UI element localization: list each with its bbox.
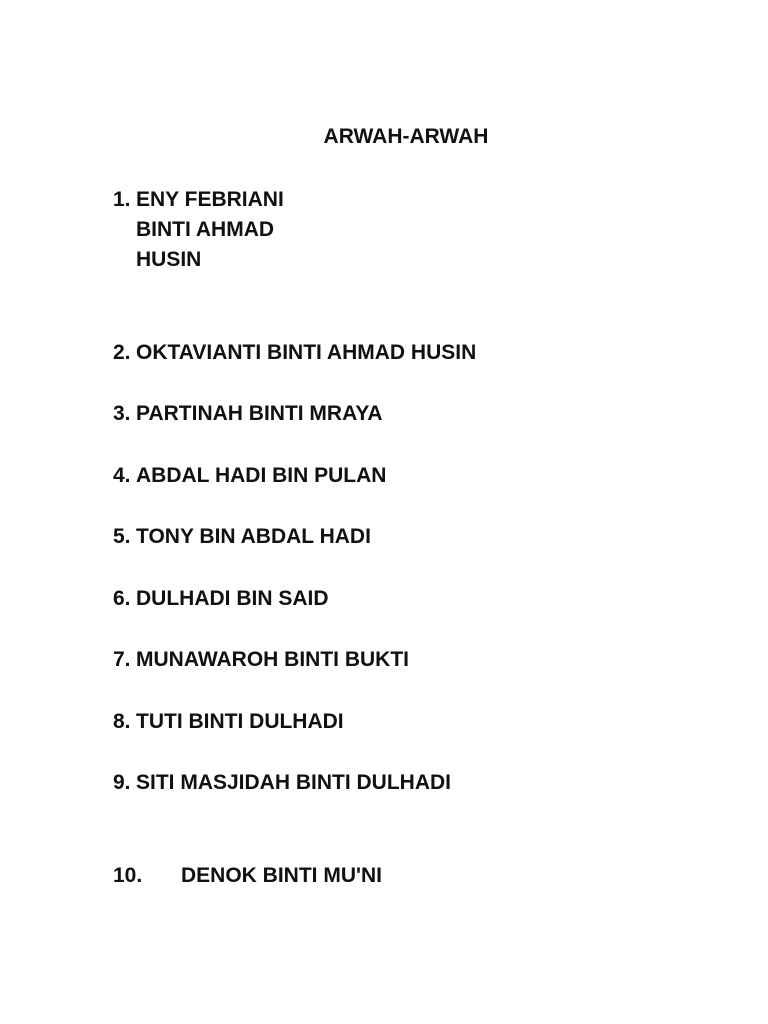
list-item-number: 3. [113, 402, 131, 425]
list-item-number: 1. [113, 188, 131, 211]
document-title: ARWAH-ARWAH [323, 125, 489, 148]
list-item-name: TUTI BINTI DULHADI [136, 710, 344, 733]
list-item-name: SITI MASJIDAH BINTI DULHADI [136, 771, 451, 794]
list-item-number: 9. [113, 771, 131, 794]
list-item-number: 7. [113, 648, 131, 671]
list-item-number: 8. [113, 710, 131, 733]
list-item-number: 10. [113, 864, 143, 887]
list-item-name: MUNAWAROH BINTI BUKTI [136, 648, 409, 671]
name-line: ENY FEBRIANI [136, 188, 284, 211]
list-item-name: PARTINAH BINTI MRAYA [136, 402, 383, 425]
list-item-name [136, 185, 336, 275]
name-line: BINTI AHMAD [136, 218, 275, 241]
name-line: HUSIN [136, 248, 202, 271]
list-item-number: 5. [113, 525, 131, 548]
list-item-number: 6. [113, 587, 131, 610]
list-item-number: 4. [113, 464, 131, 487]
list-item-name: ABDAL HADI BIN PULAN [136, 464, 387, 487]
list-item-name: DENOK BINTI MU'NI [181, 864, 382, 887]
list-item-name: DULHADI BIN SAID [136, 587, 329, 610]
list-item-name: OKTAVIANTI BINTI AHMAD HUSIN [136, 341, 477, 364]
list-item-number: 2. [113, 341, 131, 364]
list-item-name: TONY BIN ABDAL HADI [136, 525, 371, 548]
